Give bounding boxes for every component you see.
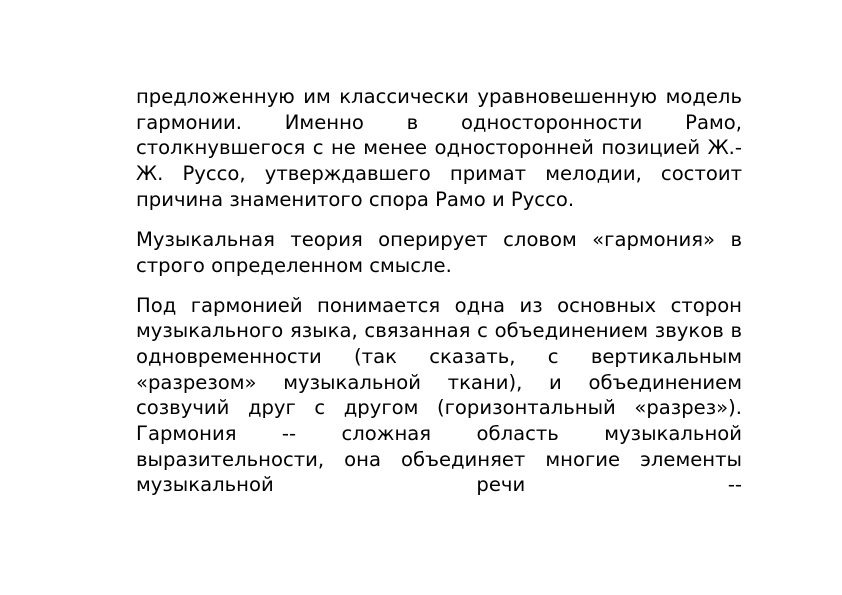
- slide-text-body: [136, 84, 742, 498]
- text-line: модель гармонии. Именно в односторонности Рамо,: [136, 85, 743, 134]
- text-line: сказать, с вертикальным «разрезом» музыкальной: [136, 344, 742, 394]
- text-line: мелодии, состоит причина знаменитого спора Рамо: [136, 162, 743, 211]
- paragraph-harmony-term: [136, 227, 742, 278]
- paragraph-harmony-definition: [136, 293, 742, 499]
- text-line: сторон музыкального языка, связанная с: [136, 293, 742, 343]
- text-line: объединяет многие элементы музыкальной речи --: [136, 447, 742, 497]
- text-line: и Руссо.: [491, 187, 575, 211]
- text-line: предложенную им классически уравновешенную: [136, 85, 658, 108]
- text-line: столкнувшегося с не менее односторонней: [136, 136, 594, 160]
- text-line: ткани), и объединением созвучий друг с другом: [136, 370, 742, 420]
- paragraph-rameau-rousseau: [136, 84, 742, 213]
- text-line: Под гармонией понимается одна из основных: [136, 293, 657, 317]
- text-line: Музыкальная теория оперирует словом «гармония»: [136, 227, 715, 251]
- text-line: (горизонтальный «разрез»). Гармония -- сложная: [136, 396, 742, 446]
- text-line: в строго определенном смысле.: [136, 227, 742, 277]
- text-line: позицией Ж.-Ж. Руссо, утверждавшего примат: [136, 136, 742, 186]
- text-line: объединением звуков в одновременности (так: [136, 319, 742, 368]
- text-line: область музыкальной выразительности, она: [136, 422, 743, 471]
